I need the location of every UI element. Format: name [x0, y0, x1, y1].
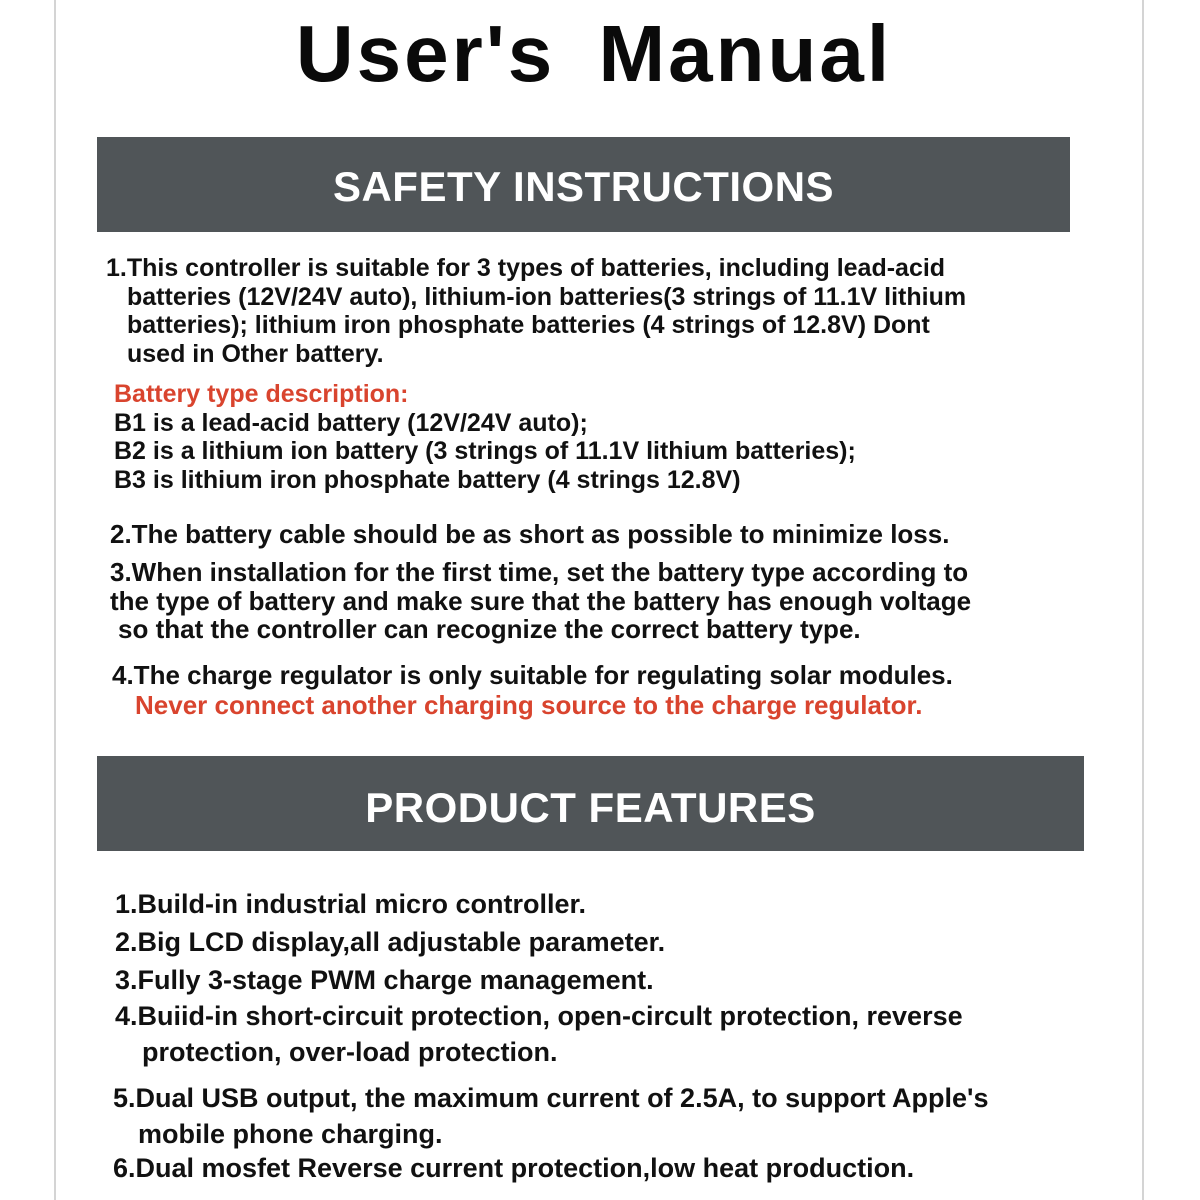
feature-item-3 — [115, 962, 654, 998]
feature-item-line: 2.Big LCD display,all adjustable parameter. — [115, 927, 666, 957]
safety-item-4-warning: Never connect another charging source to the charge regulator. — [135, 690, 923, 720]
feature-item-2 — [115, 924, 665, 960]
safety-item-1-line: batteries); lithium iron phosphate batteries (4 strings of 12.8V) Dont — [127, 311, 930, 339]
safety-item-1-line: 1.This controller is suitable for 3 types of batteries, including lead-acid — [106, 254, 946, 282]
safety-item-1 — [106, 254, 966, 368]
battery-type-b2: B2 is a lithium ion battery (3 strings of 11.1V lithium batteries); — [114, 437, 856, 465]
feature-item-line: 4.Buiid-in short-circuit protection, open-circult protection, reverse — [115, 1001, 963, 1031]
safety-item-1-line: batteries (12V/24V auto), lithium-ion batteries(3 strings of 11.1V lithium — [127, 282, 967, 311]
feature-item-6 — [113, 1150, 914, 1186]
feature-item-line: 1.Build-in industrial micro controller. — [115, 889, 587, 919]
safety-item-4 — [112, 660, 953, 720]
safety-item-3 — [110, 558, 971, 644]
product-features-banner: PRODUCT FEATURES — [97, 756, 1084, 851]
feature-item-1 — [115, 886, 586, 922]
feature-item-line: 3.Fully 3-stage PWM charge management. — [115, 965, 654, 995]
page-title: User's Manual — [295, 9, 893, 98]
battery-type-description — [114, 380, 856, 494]
feature-item-line: mobile phone charging. — [138, 1119, 443, 1149]
safety-item-1-line: used in Other battery. — [127, 339, 384, 368]
feature-item-5 — [113, 1080, 989, 1152]
right-border-line — [1142, 0, 1144, 1200]
left-border-line — [54, 0, 56, 1200]
safety-item-3-line: 3.When installation for the first time, set the battery type according to — [110, 557, 969, 587]
safety-item-4-text: 4.The charge regulator is only suitable for regulating solar modules. — [112, 660, 953, 690]
safety-item-2: 2.The battery cable should be as short as possible to minimize loss. — [110, 519, 950, 549]
safety-item-3-line: so that the controller can recognize the correct battery type. — [118, 614, 861, 644]
feature-item-4 — [115, 998, 963, 1070]
feature-item-line: 6.Dual mosfet Reverse current protection,low heat production. — [113, 1153, 915, 1183]
safety-item-3-line: the type of battery and make sure that the battery has enough voltage — [110, 585, 972, 616]
battery-type-b1: B1 is a lead-acid battery (12V/24V auto); — [114, 408, 588, 437]
battery-type-b3: B3 is lithium iron phosphate battery (4 strings 12.8V) — [114, 465, 741, 494]
battery-type-heading: Battery type description: — [114, 380, 409, 408]
feature-item-line: protection, over-load protection. — [142, 1037, 558, 1067]
feature-item-line: 5.Dual USB output, the maximum current of 2.5A, to support Apple's — [113, 1083, 989, 1113]
safety-instructions-banner: SAFETY INSTRUCTIONS — [97, 137, 1070, 232]
